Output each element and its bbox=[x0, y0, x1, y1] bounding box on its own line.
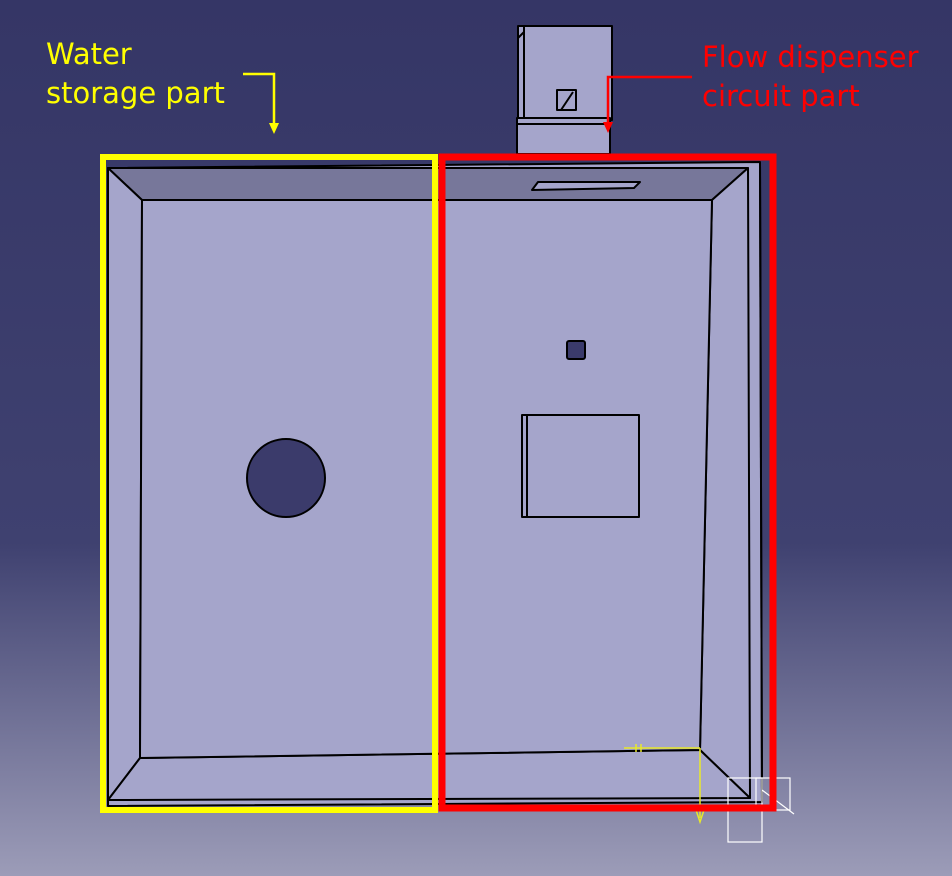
drain-hole bbox=[247, 439, 325, 517]
tank-left-bevel bbox=[108, 168, 142, 800]
outlet-block bbox=[517, 26, 612, 154]
tank-top-bevel bbox=[108, 168, 748, 200]
flow-dispenser-label-line2: circuit part bbox=[702, 79, 860, 113]
square-pad bbox=[522, 415, 639, 517]
top-slot bbox=[532, 182, 640, 190]
small-square-hole bbox=[567, 341, 585, 359]
water-storage-label-line1: Water bbox=[46, 37, 132, 71]
flow-dispenser-label-line1: Flow dispenser bbox=[702, 40, 919, 74]
water-storage-label-line2: storage part bbox=[46, 76, 225, 110]
